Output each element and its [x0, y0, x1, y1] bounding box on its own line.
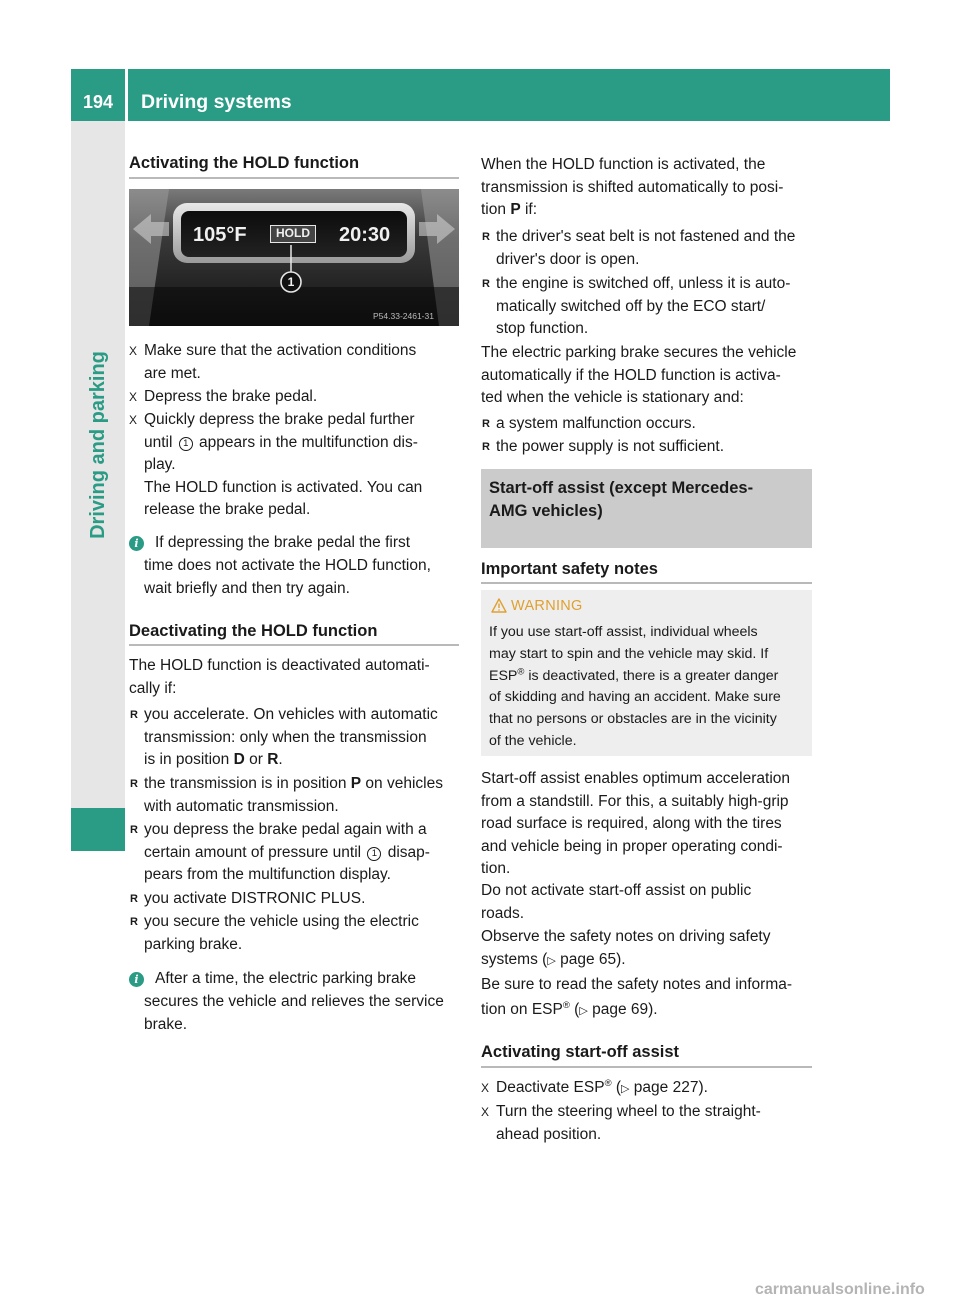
park-bullet-2 — [496, 273, 790, 341]
step-3-line-5: release the brake pedal. — [144, 501, 311, 519]
bullet-marker: R — [482, 278, 490, 290]
para4-line-1: Be sure to read the safety notes and informa- — [481, 976, 793, 993]
epb-bullet-1: a system malfunction occurs. — [496, 415, 696, 432]
section-title-start-off-assist — [489, 477, 753, 523]
warning-line-1: If you use start-off assist, individual wheels — [489, 624, 758, 640]
intro-line-3 — [481, 199, 783, 222]
hold-indicator: HOLD — [270, 225, 316, 243]
deact-text: or — [244, 751, 268, 769]
step-marker: X — [481, 1105, 490, 1119]
deactivating-intro — [129, 655, 430, 700]
para3-line-1: Observe the safety notes on driving safety — [481, 928, 771, 945]
deact-bullet-3-line-3: pears from the multifunction display. — [144, 866, 391, 884]
park-bullet-1-line-1: the driver's seat belt is not fastened and the — [496, 228, 796, 245]
step-3-line-2 — [144, 432, 422, 455]
info-2-line-2: secures the vehicle and relieves the service — [144, 993, 444, 1010]
section-heading-deactivating-hold: Deactivating the HOLD function — [129, 622, 378, 640]
info-2-line-3: brake. — [144, 1015, 188, 1033]
page-reference-link[interactable]: page 65). — [555, 950, 626, 968]
intro-line-2: transmission is shifted automatically to posi- — [481, 178, 784, 196]
bullet-marker: R — [130, 709, 138, 721]
temperature-readout: 105°F — [193, 224, 247, 246]
intro-text: if: — [520, 201, 538, 219]
heading-rule — [129, 177, 459, 179]
deact-bullet-1 — [144, 704, 438, 772]
epb-line-1: The electric parking brake secures the vehicle — [481, 344, 797, 361]
deact-bullet-1-line-3 — [144, 749, 438, 772]
deact-text: is in position — [144, 751, 234, 769]
info-1-line-2: time does not activate the HOLD function, — [144, 557, 431, 574]
deactivating-intro-line-1: The HOLD function is deactivated automati- — [129, 657, 430, 674]
bullet-marker: R — [482, 441, 490, 453]
watermark: carmanualsonline.info — [755, 1281, 925, 1298]
page-reference-arrow-icon: ▷ — [547, 954, 556, 967]
para3-line-2 — [481, 949, 771, 973]
warning-label: WARNING — [511, 598, 583, 614]
start-off-step-1 — [496, 1077, 708, 1101]
page-number: 194 — [82, 92, 114, 112]
para2-line-1: Do not activate start-off assist on public — [481, 882, 752, 899]
heading-important-safety-notes: Important safety notes — [481, 560, 658, 578]
start-off-description — [481, 768, 790, 881]
step-1-line-1: Make sure that the activation conditions — [144, 342, 417, 359]
para3-text: systems ( — [481, 950, 548, 968]
registered-mark: ® — [517, 665, 525, 677]
warning-text — [489, 622, 781, 753]
observe-safety-note — [481, 926, 771, 972]
hold-park-intro — [481, 154, 783, 222]
page-reference-arrow-icon: ▷ — [621, 1083, 630, 1095]
gear-p: P — [510, 201, 521, 219]
header-title: Driving systems — [141, 91, 292, 113]
para4-line-2 — [481, 999, 792, 1023]
step2-line-1: Turn the steering wheel to the straight- — [496, 1103, 761, 1120]
park-bullet-2-line-2: matically switched off by the ECO start/ — [496, 297, 766, 315]
deactivating-intro-line-2: cally if: — [129, 679, 177, 697]
step-text: ( — [611, 1079, 622, 1096]
park-bullet-1 — [496, 226, 795, 271]
epb-paragraph — [481, 342, 796, 410]
epb-line-3: ted when the vehicle is stationary and: — [481, 389, 744, 407]
callout-1-icon: 1 — [179, 437, 193, 451]
heading-rule — [481, 1066, 812, 1068]
epb-bullet-2: the power supply is not sufficient. — [496, 438, 725, 455]
para1-line-5: tion. — [481, 860, 511, 878]
section-title-line-2: AMG vehicles) — [489, 502, 603, 520]
info-1-line-1: If depressing the brake pedal the first — [155, 534, 411, 551]
step2-line-2: ahead position. — [496, 1125, 602, 1143]
para4-text: ( — [569, 1000, 580, 1018]
deact-bullet-2-line-2: with automatic transmission. — [144, 797, 339, 815]
start-off-step-2 — [496, 1101, 761, 1146]
page-reference-link[interactable]: page 69). — [587, 1000, 658, 1018]
bullet-marker: R — [482, 418, 490, 430]
page-reference-link[interactable]: page 227). — [629, 1079, 708, 1096]
park-bullet-2-line-1: the engine is switched off, unless it is auto- — [496, 275, 791, 292]
deact-bullet-1-line-2: transmission: only when the transmission — [144, 728, 427, 746]
bullet-marker: R — [482, 231, 490, 243]
deact-bullet-3-line-1: you depress the brake pedal again with a — [144, 821, 427, 838]
step-marker: X — [481, 1081, 490, 1095]
section-heading-activating-hold: Activating the HOLD function — [129, 154, 360, 172]
para1-line-3: road surface is required, along with the tires — [481, 815, 782, 833]
header-divider — [125, 69, 128, 121]
step-marker: X — [129, 413, 138, 427]
callout-number: 1 — [287, 275, 295, 289]
step-3-line-3: play. — [144, 456, 176, 474]
heading-rule — [481, 582, 812, 584]
para4-text: tion on ESP — [481, 1000, 563, 1018]
intro-line-1: When the HOLD function is activated, the — [481, 156, 766, 173]
deact-bullet-3 — [144, 819, 430, 887]
park-bullet-1-line-2: driver's door is open. — [496, 250, 640, 268]
deact-text: the transmission is in position — [144, 775, 351, 792]
deact-bullet-1-line-1: you accelerate. On vehicles with automatic — [144, 706, 438, 723]
bullet-marker: R — [130, 893, 138, 905]
bullet-marker: R — [130, 916, 138, 928]
deact-bullet-5-line-1: you secure the vehicle using the electric — [144, 913, 419, 930]
info-note-1-cont — [144, 555, 431, 600]
warning-line-5: that no persons or obstacles are in the vicinity — [489, 711, 777, 728]
deact-bullet-2-line-1 — [144, 773, 443, 796]
step-text: Deactivate ESP — [496, 1079, 605, 1096]
section-title-line-1: Start-off assist (except Mercedes- — [489, 479, 754, 497]
step-2: Depress the brake pedal. — [144, 388, 318, 405]
warning-triangle-icon — [491, 598, 507, 613]
park-bullet-2-line-3: stop function. — [496, 320, 589, 338]
para1-line-1: Start-off assist enables optimum acceleration — [481, 770, 791, 787]
gear-r: R — [267, 751, 279, 769]
warning-text-part: is deactivated, there is a greater danger — [524, 667, 779, 684]
instrument-cluster-image — [129, 189, 459, 326]
figure-reference-code: P54.33-2461-31 — [373, 311, 434, 321]
bullet-marker: R — [130, 824, 138, 836]
warning-line-3 — [489, 666, 781, 688]
gear-p: P — [350, 775, 362, 792]
step-3-text: until — [144, 433, 177, 451]
para1-line-4: and vehicle being in proper operating condi- — [481, 837, 783, 855]
deact-bullet-5-line-2: parking brake. — [144, 935, 243, 953]
side-tab-label: Driving and parking — [87, 351, 109, 539]
bullet-marker: R — [130, 778, 138, 790]
time-readout: 20:30 — [339, 224, 391, 246]
warning-text-part: ESP — [489, 667, 518, 684]
epb-line-2: automatically if the HOLD function is activa- — [481, 366, 781, 384]
deact-bullet-5 — [144, 911, 419, 956]
info-note-1 — [155, 532, 410, 555]
warning-line-4: of skidding and having an accident. Make sure — [489, 689, 781, 706]
deact-bullet-2 — [144, 773, 443, 818]
para1-line-2: from a standstill. For this, a suitably high-grip — [481, 792, 789, 810]
heading-activating-start-off-assist: Activating start-off assist — [481, 1043, 680, 1061]
step-1 — [144, 340, 416, 385]
callout-1-icon: 1 — [367, 847, 381, 861]
info-icon: i — [129, 972, 144, 987]
step-marker: X — [129, 344, 138, 358]
registered-mark: ® — [604, 1077, 612, 1089]
deact-text: on vehicles — [361, 775, 443, 792]
side-tab-marker — [71, 808, 125, 851]
info-note-2: After a time, the electric parking brake — [155, 970, 417, 987]
step-marker: X — [129, 390, 138, 404]
step-1-line-2: are met. — [144, 364, 201, 382]
public-roads-note — [481, 880, 751, 925]
info-icon: i — [129, 536, 144, 551]
warning-line-6: of the vehicle. — [489, 732, 577, 749]
step-3-text: appears in the multifunction dis- — [194, 433, 418, 451]
intro-text: tion — [481, 201, 511, 219]
esp-safety-note — [481, 974, 792, 1022]
page-reference-arrow-icon: ▷ — [579, 1004, 588, 1017]
warning-line-2: may start to spin and the vehicle may skid. If — [489, 645, 769, 662]
info-note-2-cont — [144, 991, 444, 1036]
registered-mark: ® — [562, 999, 570, 1011]
deact-text: disap- — [383, 843, 430, 861]
deact-text: . — [278, 751, 283, 769]
hold-display-figure — [129, 189, 459, 326]
deact-bullet-4: you activate DISTRONIC PLUS. — [144, 890, 366, 907]
gear-d: D — [233, 751, 245, 769]
step-3 — [144, 409, 422, 522]
step-3-line-1: Quickly depress the brake pedal further — [144, 411, 415, 428]
deact-text: certain amount of pressure until — [144, 843, 366, 861]
para2-line-2: roads. — [481, 904, 525, 922]
deact-bullet-3-line-2 — [144, 842, 430, 865]
step-3-line-4: The HOLD function is activated. You can — [144, 478, 423, 496]
heading-rule — [129, 644, 459, 646]
info-1-line-3: wait briefly and then try again. — [144, 579, 350, 597]
